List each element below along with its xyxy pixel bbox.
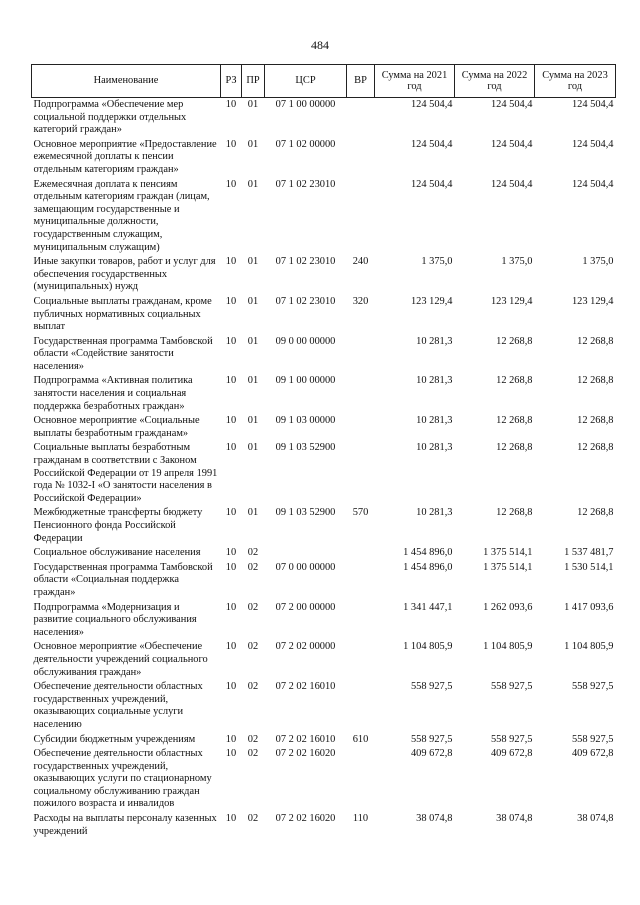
cell-pr: 01	[247, 415, 259, 427]
page-number: 484	[311, 38, 329, 52]
cell-vr	[347, 640, 375, 680]
cell-name: Государственная программа Тамбовской области «Социальная поддержка граждан»	[33, 561, 213, 598]
cell-vr	[347, 546, 375, 561]
cell-csr: 09 1 03 52900	[275, 507, 336, 519]
cell-sum-2023: 1 375,0	[582, 256, 614, 268]
cell-csr: 07 1 00 00000	[275, 99, 336, 110]
cell-csr: 07 2 02 16020	[275, 813, 336, 825]
header-name: Наименование	[32, 65, 221, 98]
table-row	[32, 506, 616, 546]
cell-sum-2021: 1 375,0	[421, 256, 453, 268]
cell-sum-2022: 1 262 093,6	[483, 601, 533, 613]
cell-sum-2021: 10 281,3	[416, 375, 453, 387]
cell-name: Социальные выплаты безработным гражданам в соответствии с Законом Российской Федерации от 19 апреля 1991 года № 1032-I «О занятости населения в Российской Федерации»	[33, 442, 218, 504]
cell-csr: 07 2 02 16010	[275, 733, 336, 745]
cell-csr: 07 1 02 23010	[275, 178, 336, 190]
cell-rz: 10	[225, 335, 237, 347]
cell-sum-2021: 124 504,4	[410, 99, 453, 110]
cell-name: Подпрограмма «Активная политика занятости населения и социальная поддержка безработных граждан»	[33, 375, 193, 412]
cell-pr: 01	[247, 256, 259, 268]
cell-name: Ежемесячная доплата к пенсиям отдельным категориям граждан (лицам, замещающим государственные и муниципальные должности, государственным служащим, муниципальным служащим)	[33, 178, 210, 253]
cell-vr	[347, 747, 375, 812]
cell-pr: 01	[247, 442, 259, 454]
cell-sum-2021: 409 672,8	[410, 748, 453, 760]
cell-sum-2023: 558 927,5	[571, 681, 614, 693]
cell-sum-2023: 1 417 093,6	[564, 601, 614, 613]
cell-sum-2022: 558 927,5	[490, 681, 533, 693]
cell-vr	[347, 601, 375, 641]
table-row	[32, 733, 616, 748]
cell-sum-2023: 124 504,4	[571, 178, 614, 190]
cell-sum-2023: 1 530 514,1	[564, 561, 614, 573]
cell-pr: 01	[247, 507, 259, 519]
cell-vr: 570	[352, 507, 369, 519]
cell-pr: 02	[247, 601, 259, 613]
cell-sum-2022: 38 074,8	[496, 813, 533, 825]
header-vr: ВР	[347, 65, 375, 98]
cell-pr: 02	[247, 561, 259, 573]
cell-rz: 10	[225, 178, 237, 190]
cell-csr: 07 1 02 23010	[275, 256, 336, 268]
cell-name: Государственная программа Тамбовской области «Содействие занятости населения»	[33, 335, 213, 372]
cell-name: Основное мероприятие «Предоставление ежемесячной доплаты к пенсии отдельным категориям граждан»	[33, 138, 217, 175]
cell-sum-2021: 1 454 896,0	[403, 547, 453, 559]
cell-csr: 07 0 00 00000	[275, 561, 336, 573]
cell-sum-2022: 12 268,8	[496, 507, 533, 519]
cell-sum-2021: 558 927,5	[410, 681, 453, 693]
cell-name: Социальные выплаты гражданам, кроме публичных нормативных социальных выплат	[33, 295, 212, 333]
header-sum-2022: Сумма на 2022 год	[455, 65, 535, 98]
cell-sum-2022: 12 268,8	[496, 335, 533, 347]
cell-name: Субсидии бюджетным учреждениям	[33, 733, 196, 745]
cell-sum-2023: 12 268,8	[577, 415, 614, 427]
header-pr: ПР	[242, 65, 265, 98]
cell-csr: 07 1 02 00000	[275, 138, 336, 150]
cell-vr: 320	[352, 295, 369, 307]
cell-sum-2023: 124 504,4	[571, 138, 614, 150]
cell-rz: 10	[225, 375, 237, 387]
table-row	[32, 640, 616, 680]
cell-pr: 01	[247, 178, 259, 190]
cell-csr: 07 2 02 16020	[275, 748, 336, 760]
cell-vr	[347, 441, 375, 506]
cell-sum-2022: 1 375 514,1	[483, 561, 533, 573]
cell-rz: 10	[225, 138, 237, 150]
cell-csr: 07 2 02 16010	[275, 681, 336, 693]
table-row	[32, 414, 616, 441]
cell-sum-2021: 123 129,4	[410, 295, 453, 307]
cell-sum-2022: 558 927,5	[490, 733, 533, 745]
cell-csr	[265, 546, 347, 561]
cell-pr: 01	[247, 295, 259, 307]
cell-name: Подпрограмма «Обеспечение мер социальной поддержки отдельных категорий граждан»	[33, 99, 187, 136]
cell-pr: 02	[247, 733, 259, 745]
cell-sum-2021: 10 281,3	[416, 415, 453, 427]
cell-sum-2022: 124 504,4	[490, 138, 533, 150]
cell-rz: 10	[225, 748, 237, 760]
cell-sum-2021: 1 454 896,0	[403, 561, 453, 573]
cell-vr	[347, 414, 375, 441]
cell-rz: 10	[225, 507, 237, 519]
table-row	[32, 546, 616, 561]
cell-pr: 01	[247, 335, 259, 347]
cell-csr: 09 0 00 00000	[275, 335, 336, 347]
header-csr: ЦСР	[265, 65, 347, 98]
cell-sum-2022: 124 504,4	[490, 178, 533, 190]
cell-sum-2023: 409 672,8	[571, 748, 614, 760]
cell-vr	[347, 178, 375, 256]
table-row	[32, 138, 616, 178]
cell-sum-2023: 1 537 481,7	[564, 547, 614, 559]
cell-sum-2022: 409 672,8	[490, 748, 533, 760]
cell-sum-2022: 123 129,4	[490, 295, 533, 307]
header-sum-2021: Сумма на 2021 год	[375, 65, 455, 98]
cell-rz: 10	[225, 601, 237, 613]
cell-sum-2023: 12 268,8	[577, 507, 614, 519]
cell-name: Обеспечение деятельности областных государственных учреждений, оказывающих социальные услуги населению	[33, 681, 203, 730]
cell-rz: 10	[225, 256, 237, 268]
table-row	[32, 601, 616, 641]
cell-sum-2021: 1 104 805,9	[403, 641, 453, 653]
cell-sum-2022: 12 268,8	[496, 415, 533, 427]
cell-sum-2021: 1 341 447,1	[403, 601, 453, 613]
cell-csr: 07 2 02 00000	[275, 641, 336, 653]
cell-sum-2023: 38 074,8	[577, 813, 614, 825]
cell-sum-2021: 10 281,3	[416, 442, 453, 454]
cell-name: Основное мероприятие «Социальные выплаты безработным гражданам»	[33, 415, 200, 439]
table-row	[32, 812, 616, 839]
cell-rz: 10	[225, 99, 237, 110]
cell-rz: 10	[225, 681, 237, 693]
cell-pr: 01	[247, 99, 259, 110]
table-row	[32, 98, 616, 138]
cell-csr: 09 1 03 00000	[275, 415, 336, 427]
cell-pr: 02	[247, 748, 259, 760]
cell-name: Основное мероприятие «Обеспечение деятельности учреждений социального обслуживания граждан»	[33, 641, 208, 678]
cell-rz: 10	[225, 733, 237, 745]
cell-sum-2022: 1 375,0	[501, 256, 533, 268]
table-row	[32, 747, 616, 812]
table-row	[32, 374, 616, 414]
cell-csr: 07 1 02 23010	[275, 295, 336, 307]
cell-vr	[347, 561, 375, 601]
cell-sum-2021: 38 074,8	[416, 813, 453, 825]
cell-pr: 01	[247, 138, 259, 150]
cell-pr: 02	[247, 813, 259, 825]
cell-sum-2021: 124 504,4	[410, 178, 453, 190]
cell-rz: 10	[225, 561, 237, 573]
budget-table	[31, 64, 616, 839]
cell-pr: 01	[247, 375, 259, 387]
cell-sum-2023: 1 104 805,9	[564, 641, 614, 653]
cell-csr: 09 1 00 00000	[275, 375, 336, 387]
table-row	[32, 178, 616, 256]
cell-rz: 10	[225, 295, 237, 307]
table-row	[32, 680, 616, 732]
cell-sum-2023: 12 268,8	[577, 375, 614, 387]
table-row	[32, 335, 616, 375]
table-row	[32, 255, 616, 295]
cell-vr: 110	[352, 813, 369, 825]
cell-sum-2023: 124 504,4	[571, 99, 614, 110]
cell-name: Подпрограмма «Модернизация и развитие социального обслуживания населения»	[33, 601, 197, 638]
table-body	[32, 98, 616, 840]
table-header-row	[32, 65, 616, 98]
cell-csr: 07 2 00 00000	[275, 601, 336, 613]
cell-rz: 10	[225, 415, 237, 427]
cell-sum-2022: 12 268,8	[496, 375, 533, 387]
table-row	[32, 561, 616, 601]
cell-vr	[347, 680, 375, 732]
cell-rz: 10	[225, 813, 237, 825]
cell-sum-2023: 12 268,8	[577, 335, 614, 347]
cell-vr: 610	[352, 733, 369, 745]
cell-vr	[347, 374, 375, 414]
cell-sum-2022: 124 504,4	[490, 99, 533, 110]
cell-sum-2021: 10 281,3	[416, 507, 453, 519]
header-sum-2023: Сумма на 2023 год	[535, 65, 616, 98]
cell-sum-2021: 124 504,4	[410, 138, 453, 150]
cell-name: Обеспечение деятельности областных государственных учреждений, оказывающих услуги по стационарному социальному обслуживанию граждан пожилого возраста и инвалидов	[33, 748, 212, 810]
cell-sum-2022: 12 268,8	[496, 442, 533, 454]
cell-name: Межбюджетные трансферты бюджету Пенсионного фонда Российской Федерации	[33, 507, 203, 544]
cell-sum-2021: 558 927,5	[410, 733, 453, 745]
cell-rz: 10	[225, 547, 237, 559]
cell-pr: 02	[247, 681, 259, 693]
table-row	[32, 295, 616, 335]
cell-rz: 10	[225, 641, 237, 653]
cell-sum-2023: 558 927,5	[571, 733, 614, 745]
cell-vr: 240	[352, 256, 369, 268]
cell-sum-2023: 123 129,4	[571, 295, 614, 307]
cell-sum-2022: 1 104 805,9	[483, 641, 533, 653]
cell-name: Расходы на выплаты персоналу казенных учреждений	[33, 813, 217, 837]
cell-vr	[347, 335, 375, 375]
table-row	[32, 441, 616, 506]
cell-rz: 10	[225, 442, 237, 454]
cell-sum-2021: 10 281,3	[416, 335, 453, 347]
cell-vr	[347, 98, 375, 138]
cell-pr: 02	[247, 641, 259, 653]
cell-name: Социальное обслуживание населения	[33, 547, 201, 559]
header-rz: РЗ	[221, 65, 242, 98]
cell-name: Иные закупки товаров, работ и услуг для обеспечения государственных (муниципальных) нужд	[33, 256, 216, 293]
cell-vr	[347, 138, 375, 178]
cell-sum-2023: 12 268,8	[577, 442, 614, 454]
cell-pr: 02	[247, 547, 259, 559]
cell-sum-2022: 1 375 514,1	[483, 547, 533, 559]
cell-csr: 09 1 03 52900	[275, 442, 336, 454]
